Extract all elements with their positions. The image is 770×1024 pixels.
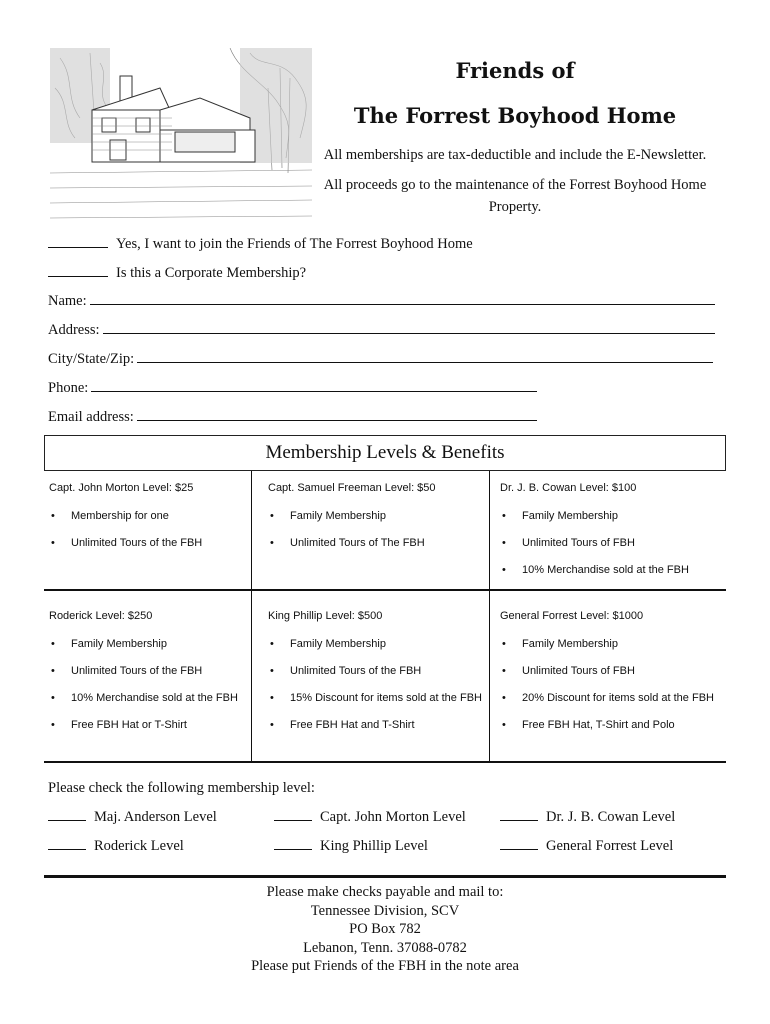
benefit-item: • Family Membership: [268, 635, 486, 653]
option-label: Dr. J. B. Cowan Level: [546, 809, 676, 825]
option-general-forrest[interactable]: [500, 838, 673, 855]
level-cell-general-forrest: [500, 608, 722, 743]
option-blank[interactable]: [274, 838, 312, 850]
benefit-item: • Free FBH Hat, T-Shirt and Polo: [500, 716, 722, 734]
mailing-instructions: [0, 883, 770, 976]
select-level-prompt: Please check the following membership level:: [48, 780, 315, 796]
option-label: King Phillip Level: [320, 838, 428, 854]
benefit-item: • Unlimited Tours of the FBH: [268, 662, 486, 680]
email-field: [48, 409, 537, 426]
benefit-item: • Unlimited Tours of FBH: [500, 662, 722, 680]
address-field: [48, 322, 715, 339]
phone-field: [48, 380, 537, 397]
title-line-1: Friends of: [455, 58, 575, 83]
option-blank[interactable]: [500, 809, 538, 821]
option-label: General Forrest Level: [546, 838, 674, 854]
corporate-label: Is this a Corporate Membership?: [116, 265, 307, 281]
benefit-item: • 10% Merchandise sold at the FBH: [49, 689, 247, 707]
option-blank[interactable]: [48, 809, 86, 821]
benefit-item: • Unlimited Tours of the FBH: [49, 534, 247, 552]
level-cell-cowan: [500, 480, 722, 588]
benefit-item: • 20% Discount for items sold at the FBH: [500, 689, 722, 707]
benefit-item: • Family Membership: [268, 507, 486, 525]
benefit-item: • Unlimited Tours of The FBH: [268, 534, 486, 552]
option-cowan[interactable]: [500, 809, 675, 826]
mail-line: Please make checks payable and mail to:: [266, 884, 504, 900]
grid-col-divider-2: [489, 471, 490, 761]
address-input-line[interactable]: [103, 322, 715, 334]
mail-line: Lebanon, Tenn. 37088-0782: [303, 939, 467, 956]
option-blank[interactable]: [274, 809, 312, 821]
level-title: Roderick Level: $250: [49, 610, 153, 622]
grid-row-divider: [44, 589, 726, 591]
benefit-item: • Family Membership: [49, 635, 247, 653]
benefit-item: • Membership for one: [49, 507, 247, 525]
option-roderick[interactable]: [48, 838, 184, 855]
option-blank[interactable]: [48, 838, 86, 850]
level-cell-king-phillip: [268, 608, 486, 743]
email-label: Email address:: [48, 409, 134, 425]
mail-line: Please put Friends of the FBH in the note area: [251, 958, 519, 975]
benefit-item: • Unlimited Tours of the FBH: [49, 662, 247, 680]
option-anderson[interactable]: [48, 809, 217, 826]
grid-bottom-border: [44, 761, 726, 763]
footer-divider: [44, 875, 726, 878]
benefit-item: • 15% Discount for items sold at the FBH: [268, 689, 486, 707]
house-sketch-image: [50, 48, 312, 224]
corporate-blank[interactable]: [48, 265, 108, 277]
intro-text-1: All memberships are tax-deductible and include the E-Newsletter.: [323, 147, 707, 163]
benefit-item: • Family Membership: [500, 635, 722, 653]
benefit-item: • 10% Merchandise sold at the FBH: [500, 561, 722, 579]
benefit-item: • Free FBH Hat and T-Shirt: [268, 716, 486, 734]
membership-levels-heading: Membership Levels & Benefits: [44, 435, 726, 471]
benefit-item: • Unlimited Tours of FBH: [500, 534, 722, 552]
name-field: [48, 293, 715, 310]
level-title: King Phillip Level: $500: [268, 610, 383, 622]
join-blank[interactable]: [48, 236, 108, 248]
mail-line: Tennessee Division, SCV: [310, 902, 460, 919]
phone-label: Phone:: [48, 380, 89, 396]
option-blank[interactable]: [500, 838, 538, 850]
option-label: Roderick Level: [94, 838, 184, 854]
join-check-line: [48, 236, 473, 253]
name-input-line[interactable]: [90, 293, 715, 305]
benefit-item: • Family Membership: [500, 507, 722, 525]
city-state-zip-input-line[interactable]: [137, 351, 713, 363]
level-title: General Forrest Level: $1000: [500, 610, 644, 622]
name-label: Name:: [48, 293, 87, 309]
grid-col-divider-1: [251, 471, 252, 761]
level-title: Capt. Samuel Freeman Level: $50: [268, 482, 436, 494]
mail-line: PO Box 782: [349, 921, 421, 938]
join-label: Yes, I want to join the Friends of The Forrest Boyhood Home: [116, 236, 473, 252]
corporate-check-line: [48, 265, 306, 282]
level-title: Capt. John Morton Level: $25: [49, 482, 194, 494]
title-line-2: The Forrest Boyhood Home: [353, 103, 677, 128]
option-king-phillip[interactable]: [274, 838, 428, 855]
intro-text-2: All proceeds go to the maintenance of the Forrest Boyhood Home Property.: [323, 177, 707, 215]
option-label: Maj. Anderson Level: [94, 809, 217, 825]
email-input-line[interactable]: [137, 409, 537, 421]
option-label: Capt. John Morton Level: [320, 809, 466, 825]
city-state-zip-label: City/State/Zip:: [48, 351, 135, 367]
benefit-item: • Free FBH Hat or T-Shirt: [49, 716, 247, 734]
level-cell-morton: [49, 480, 247, 561]
level-cell-freeman: [268, 480, 486, 561]
phone-input-line[interactable]: [91, 380, 537, 392]
option-morton[interactable]: [274, 809, 466, 826]
city-state-zip-field: [48, 351, 713, 368]
level-cell-roderick: [49, 608, 247, 743]
level-title: Dr. J. B. Cowan Level: $100: [500, 482, 637, 494]
address-label: Address:: [48, 322, 100, 338]
